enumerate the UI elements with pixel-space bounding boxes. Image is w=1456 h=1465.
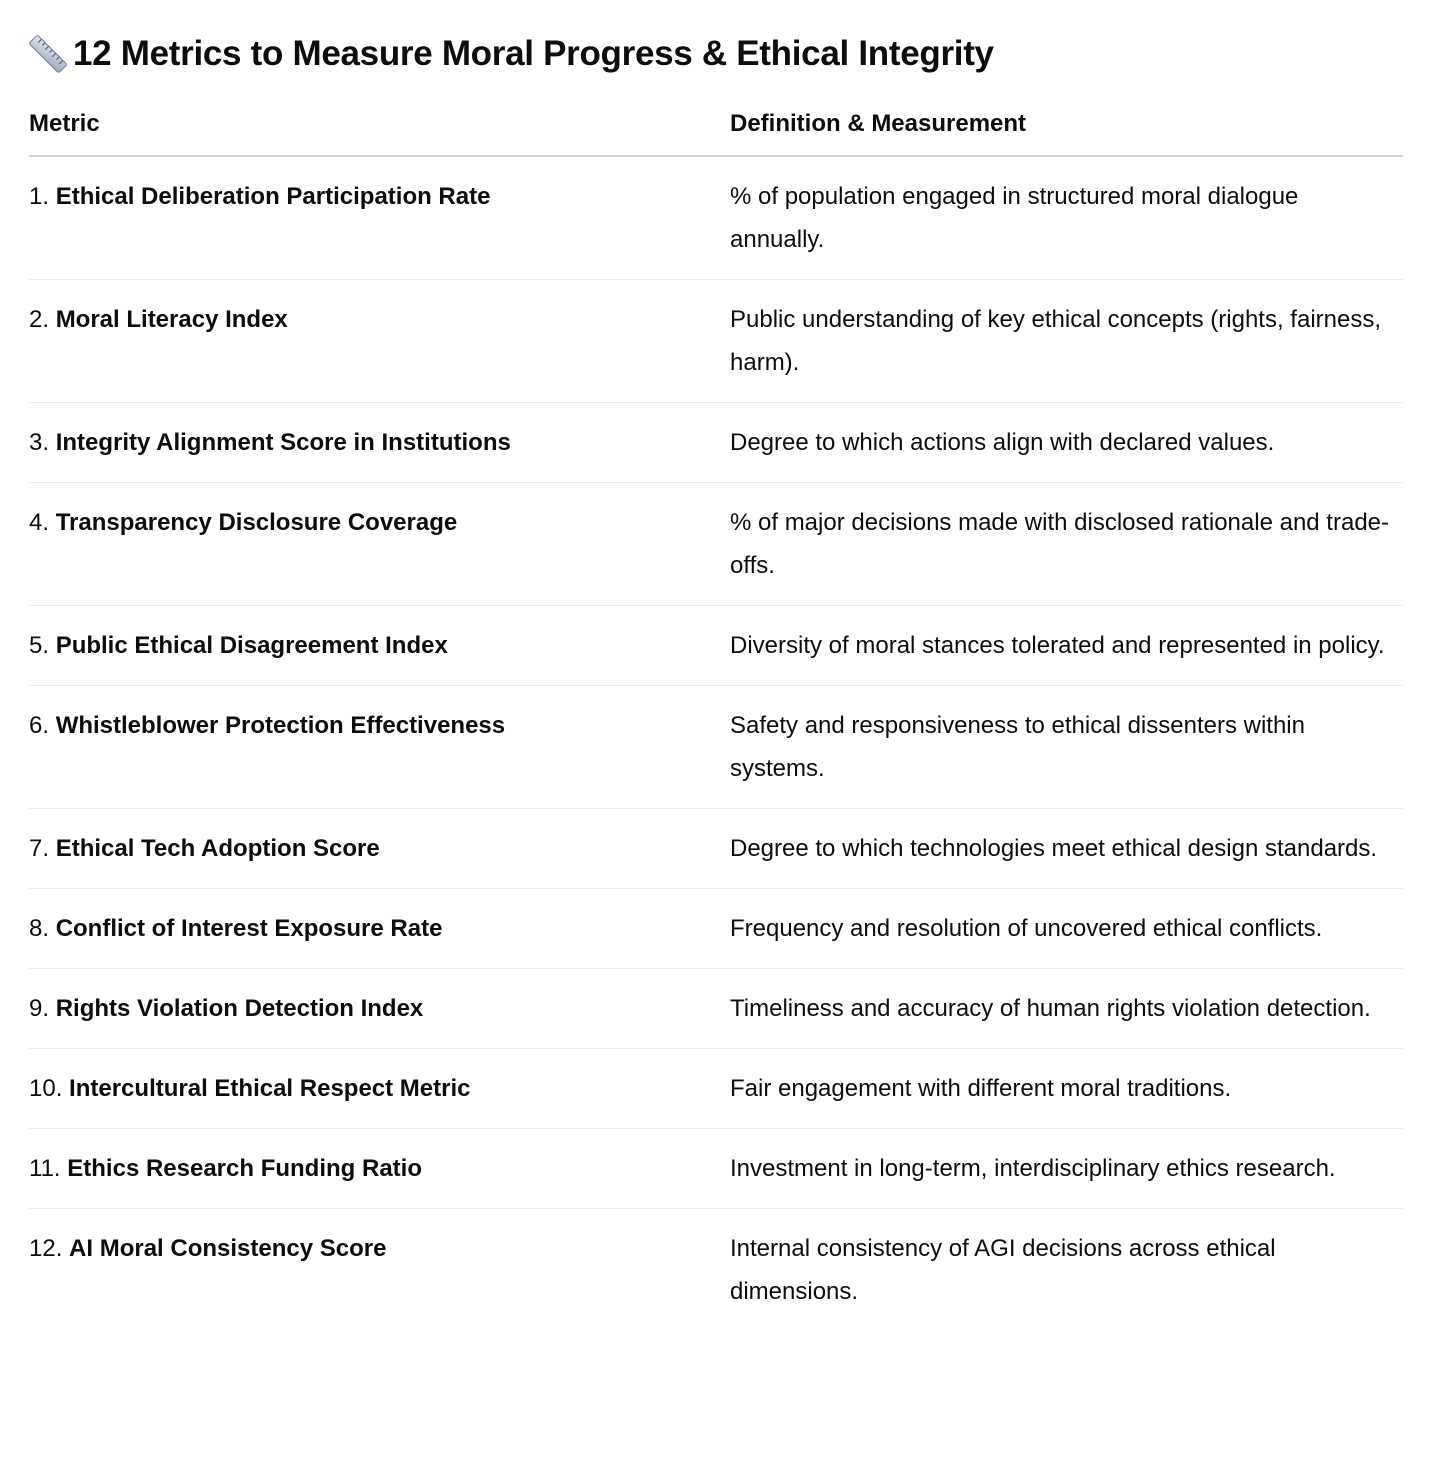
- metric-name: Rights Violation Detection Index: [55, 995, 424, 1022]
- definition-cell: Diversity of moral stances tolerated and represented in policy.: [730, 606, 1403, 686]
- metric-name: Ethical Deliberation Participation Rate: [55, 183, 491, 210]
- table-row: [29, 156, 1403, 280]
- metric-number: 7.: [29, 835, 50, 862]
- table-row: [29, 280, 1403, 403]
- metric-cell: [29, 1129, 730, 1209]
- table-row: [29, 1209, 1403, 1332]
- metric-cell: [29, 1049, 730, 1129]
- metric-name: Ethical Tech Adoption Score: [55, 835, 380, 862]
- column-header-metric: Metric: [29, 106, 730, 156]
- metric-cell: [29, 606, 730, 686]
- metric-name: AI Moral Consistency Score: [69, 1235, 387, 1262]
- table-row: [29, 889, 1403, 969]
- metric-number: 4.: [29, 509, 50, 536]
- table-row: [29, 1129, 1403, 1209]
- definition-cell: Degree to which actions align with declared values.: [730, 403, 1403, 483]
- metric-number: 8.: [29, 915, 50, 942]
- metric-number: 3.: [29, 429, 50, 456]
- metric-name: Transparency Disclosure Coverage: [55, 509, 458, 536]
- metric-number: 6.: [29, 712, 50, 739]
- metric-number: 2.: [29, 306, 50, 333]
- table-row: [29, 1049, 1403, 1129]
- metric-number: 9.: [29, 995, 50, 1022]
- table-row: [29, 809, 1403, 889]
- definition-cell: Safety and responsiveness to ethical dissenters within systems.: [730, 686, 1403, 809]
- definition-cell: % of major decisions made with disclosed rationale and trade-offs.: [730, 483, 1403, 606]
- metric-name: Integrity Alignment Score in Institutions: [55, 429, 511, 456]
- metric-cell: [29, 686, 730, 809]
- definition-cell: Internal consistency of AGI decisions across ethical dimensions.: [730, 1235, 1276, 1305]
- metric-name: Ethics Research Funding Ratio: [67, 1155, 422, 1182]
- metric-number: 12.: [29, 1235, 63, 1262]
- metric-name: Whistleblower Protection Effectiveness: [55, 712, 506, 739]
- definition-cell: % of population engaged in structured moral dialogue annually.: [730, 156, 1403, 280]
- metric-name: Public Ethical Disagreement Index: [55, 632, 448, 659]
- metric-number: 10.: [29, 1075, 63, 1102]
- metric-cell: [29, 483, 730, 606]
- metric-cell: [29, 403, 730, 483]
- definition-cell: Frequency and resolution of uncovered ethical conflicts.: [730, 889, 1403, 969]
- metric-name: Intercultural Ethical Respect Metric: [69, 1075, 471, 1102]
- title-row: [29, 28, 1403, 80]
- metric-cell: [29, 156, 730, 280]
- definition-cell: Public understanding of key ethical concepts (rights, fairness, harm).: [730, 280, 1403, 403]
- definition-cell: Timeliness and accuracy of human rights violation detection.: [730, 969, 1403, 1049]
- table-row: [29, 969, 1403, 1049]
- metric-cell: [29, 280, 730, 403]
- metric-cell: [29, 1209, 730, 1332]
- table-header-row: [29, 106, 1403, 156]
- metric-number: 1.: [29, 183, 50, 210]
- metric-name: Moral Literacy Index: [55, 306, 288, 333]
- document: [29, 28, 1403, 1331]
- metric-number: 5.: [29, 632, 50, 659]
- definition-cell: Investment in long-term, interdisciplinary ethics research.: [730, 1129, 1403, 1209]
- column-header-definition: Definition & Measurement: [730, 106, 1403, 156]
- metric-cell: [29, 809, 730, 889]
- metric-cell: [29, 889, 730, 969]
- page-title: 12 Metrics to Measure Moral Progress & Ethical Integrity: [73, 34, 994, 73]
- definition-cell: Fair engagement with different moral traditions.: [730, 1049, 1403, 1129]
- table-row: [29, 606, 1403, 686]
- metric-number: 11.: [29, 1155, 61, 1182]
- table-row: [29, 403, 1403, 483]
- table-row: [29, 686, 1403, 809]
- metrics-table: [29, 106, 1403, 1331]
- metric-cell: [29, 969, 730, 1049]
- ruler-icon: [29, 35, 67, 73]
- definition-cell: Degree to which technologies meet ethical design standards.: [730, 809, 1403, 889]
- metric-name: Conflict of Interest Exposure Rate: [55, 915, 443, 942]
- table-row: [29, 483, 1403, 606]
